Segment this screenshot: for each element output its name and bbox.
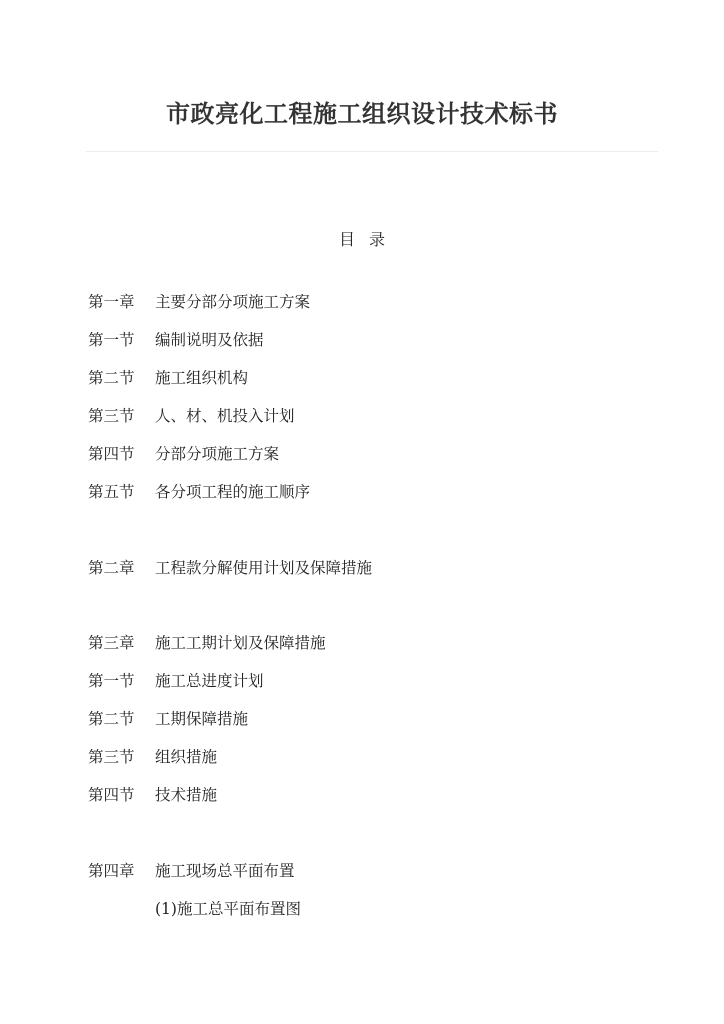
- toc-label: 第四章: [88, 862, 135, 880]
- toc-heading: 目录: [338, 230, 399, 249]
- toc-label: 第一节: [88, 672, 135, 690]
- toc-title: 技术措施: [155, 786, 218, 804]
- toc-title: 施工总进度计划: [155, 672, 264, 690]
- toc-title: 人、材、机投入计划: [155, 407, 295, 425]
- toc-title: 施工组织机构: [155, 369, 249, 387]
- toc-title: (1)施工总平面布置图: [155, 900, 301, 918]
- toc-label: 第二章: [88, 559, 135, 577]
- toc-section-1-5: [88, 481, 310, 503]
- toc-chapter-2: [88, 557, 372, 579]
- toc-section-1-4: [88, 443, 279, 465]
- toc-section-3-4: [88, 784, 217, 806]
- toc-label: 第二节: [88, 369, 135, 387]
- toc-title: 施工现场总平面布置: [155, 862, 295, 880]
- toc-section-1-1: [88, 329, 264, 351]
- toc-chapter-4: [88, 860, 295, 882]
- toc-label: 第五节: [88, 483, 135, 501]
- toc-section-3-1: [88, 670, 264, 692]
- toc-chapter-3: [88, 632, 326, 654]
- toc-label: 第三节: [88, 407, 135, 425]
- toc-label: 第三章: [88, 634, 135, 652]
- toc-subitem-4-1: [155, 898, 301, 920]
- toc-title: 各分项工程的施工顺序: [155, 483, 311, 501]
- toc-label: 第一章: [88, 293, 135, 311]
- toc-label: 第四节: [88, 445, 135, 463]
- toc-title: 施工工期计划及保障措施: [155, 634, 326, 652]
- toc-title: 分部分项施工方案: [155, 445, 280, 463]
- toc-label: 第三节: [88, 748, 135, 766]
- toc-title: 主要分部分项施工方案: [155, 293, 311, 311]
- toc-label: 第一节: [88, 331, 135, 349]
- toc-title: 工期保障措施: [155, 710, 249, 728]
- toc-section-3-3: [88, 746, 217, 768]
- toc-title: 组织措施: [155, 748, 218, 766]
- toc-section-1-2: [88, 367, 248, 389]
- toc-section-3-2: [88, 708, 248, 730]
- title-divider: [86, 151, 658, 152]
- toc-chapter-1: [88, 291, 310, 313]
- toc-title: 编制说明及依据: [155, 331, 264, 349]
- toc-section-1-3: [88, 405, 295, 427]
- toc-label: 第二节: [88, 710, 135, 728]
- document-title: 市政亮化工程施工组织设计技术标书: [166, 100, 558, 128]
- toc-label: 第四节: [88, 786, 135, 804]
- toc-title: 工程款分解使用计划及保障措施: [155, 559, 373, 577]
